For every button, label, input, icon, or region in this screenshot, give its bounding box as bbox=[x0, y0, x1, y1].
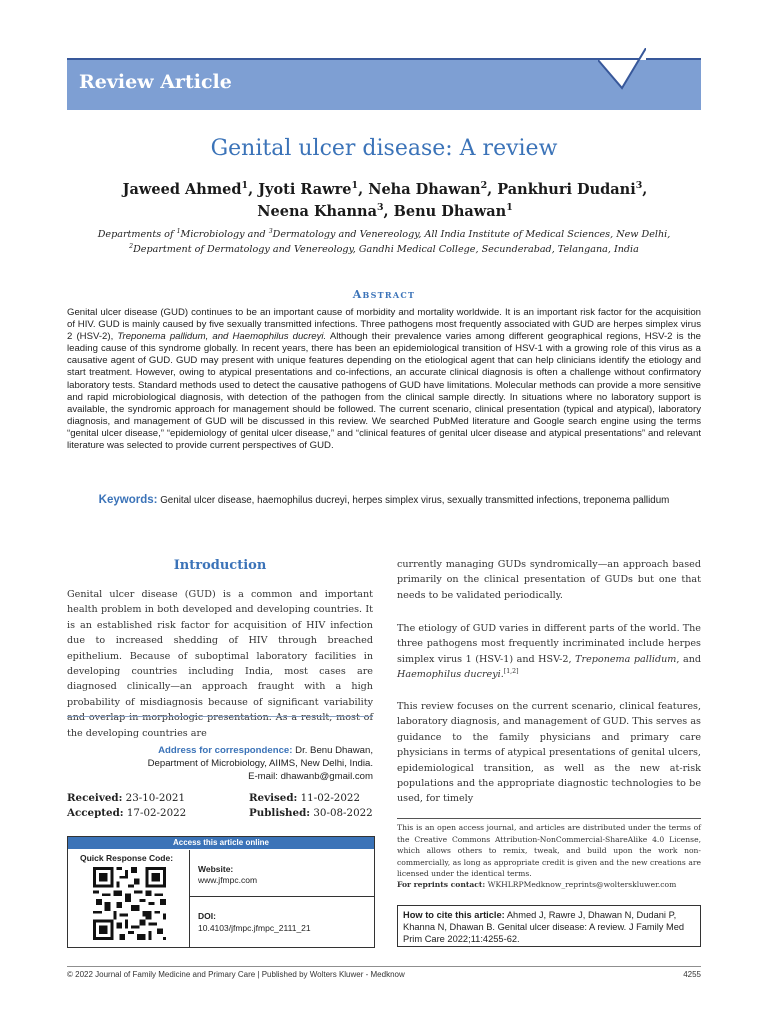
correspondence-email: E-mail: dhawanb@gmail.com bbox=[248, 771, 373, 782]
keywords-text: Genital ulcer disease, haemophilus ducreyi, herpes simplex virus, sexually transmitted infections, treponema pallidum bbox=[157, 495, 670, 506]
body-paragraph: This review focuses on the current scenario, clinical features, laboratory diagnosis, and management of GUD. This serves as guidance to the family physicians and primary care physicians in terms of atypical presentations of genital ulcers, epidemiological transition, as well as the new at-risk populations and the appropriate diagnostic technologies to be used, for timely bbox=[397, 701, 701, 805]
author: Jaweed Ahmed$^1$ bbox=[122, 180, 249, 198]
reference-marker: [1,2] bbox=[503, 668, 519, 676]
website-link[interactable]: www.jfmpc.com bbox=[198, 875, 258, 885]
abstract-text: Genital ulcer disease (GUD) continues to be an important cause of morbidity and mortality worldwide. It is an important risk factor for the acquisition of HIV. GUD is mainly caused by five sexually transmitted infections. Three pathogens most frequently associated with GUD are herpes simplex virus 2 (HSV-2), Treponema pallidum, and Haemophilus ducreyi. Although their prevalence varies among different geographical regions, HSV-2 is the leading cause of this syndrome globally. In recent years, there has been an epidemiological transition of HSV-1 with a growing role of this virus as a causative agent of GUD. GUD may present with unique features depending on the etiological agent that can help clinicians identify the etiology and start treatment. However, owing to atypical presentations and co-infections, an accurate clinical diagnosis is often a challenge without confirmatory laboratory tests. Standard methods used to detect the causative pathogens of GUD have limitations. Molecular methods can provide a more sensitive and rapid microbiological diagnosis, with detection of the pathogen from the clinical sample directly. In situations where no laboratory support is available, the syndromic approach for management should be followed. The current scenario, clinical presentation (typical and atypical), laboratory diagnosis, and management of GUD will be discussed in this review. We searched PubMed literature and Google search engine using the terms “genital ulcer disease,” “epidemiology of genital ulcer disease,” and “clinical features of genital ulcer disease and atypical presentations” and relevant literature was selected to provide current perspectives of GUD. bbox=[67, 307, 702, 452]
introduction-paragraph: Genital ulcer disease (GUD) is a common and important health problem in both developed and developing countries. It is an established risk factor for acquisition of HIV infection due to increased shedding of HIV through breached epithelium. Because of suboptimal laboratory facilities in developing countries including India, most cases are diagnosed clinically—an approach fraught with a high probability of misdiagnosis because of significant variability and overlap in morphologic presentation. As a result, most of the developing countries are bbox=[67, 589, 373, 739]
body-paragraph: currently managing GUDs syndromically—an approach based primarily on the clinical presentation of GUDs but one that needs to be validated periodically. bbox=[397, 559, 701, 601]
correspondence-label: Address for correspondence: bbox=[158, 745, 293, 756]
correspondence-address: Address for correspondence: Dr. Benu Dhawan, Department of Microbiology, AIIMS, New Delhi, India. E-mail: dhawanb@gmail.com bbox=[147, 745, 373, 782]
author: Pankhuri Dudani$^3$ bbox=[497, 180, 643, 198]
reprints-contact: For reprints contact: WKHLRPMedknow_reprints@wolterskluwer.com bbox=[397, 880, 677, 889]
doi-link[interactable]: 10.4103/jfmpc.jfmpc_2111_21 bbox=[198, 923, 311, 933]
author-list: Jaweed Ahmed$^1$, Jyoti Rawre$^1$, Neha Dhawan$^2$, Pankhuri Dudani$^3$, Neena Khanna$^3$, Benu Dhawan$^1$ bbox=[122, 180, 648, 220]
keywords-label: Keywords: bbox=[98, 494, 158, 506]
received-date: Received: 23-10-2021 bbox=[67, 792, 186, 804]
published-date: Published: 30-08-2022 bbox=[249, 807, 373, 819]
qr-cell bbox=[68, 850, 190, 947]
reprints-email[interactable]: WKHLRPMedknow_reprints@wolterskluwer.com bbox=[485, 880, 677, 889]
divider bbox=[397, 818, 701, 819]
introduction-heading: Introduction bbox=[173, 558, 267, 573]
doi-cell bbox=[190, 898, 374, 947]
citation-text: Ahmed J, Rawre J, Dhawan N, Dudani P, Khanna N, Dhawan B. Genital ulcer disease: A review. J Family Med Prim Care 2022;11:4255-62. bbox=[403, 910, 685, 944]
citation-label: How to cite this article: bbox=[403, 910, 505, 920]
citation-box bbox=[397, 905, 701, 947]
revised-date: Revised: 11-02-2022 bbox=[249, 792, 361, 804]
qr-label: Quick Response Code: bbox=[80, 853, 174, 863]
access-online-box bbox=[67, 836, 375, 948]
doi-label: DOI: bbox=[198, 911, 216, 921]
article-type-label: Review Article bbox=[79, 71, 232, 93]
author: Neena Khanna$^3$ bbox=[257, 202, 384, 220]
article-title: Genital ulcer disease: A review bbox=[210, 136, 558, 161]
author: Jyoti Rawre$^1$ bbox=[258, 180, 359, 198]
page-number: 4255 bbox=[683, 970, 701, 979]
access-heading: Access this article online bbox=[68, 837, 374, 849]
open-access-notice: This is an open access journal, and articles are distributed under the terms of the Creative Commons Attribution-NonCommercial-ShareAlike 4.0 License, which allows others to remix, tweak, and build upon the work non-commercially, as long as appropriate credit is given and the new creations are licensed under the identical terms. bbox=[397, 823, 701, 879]
keywords bbox=[67, 493, 701, 508]
banner-notch-icon bbox=[598, 48, 646, 110]
qr-code-icon[interactable] bbox=[93, 867, 166, 940]
affiliations: Departments of $^1$Microbiology and $^3$Dermatology and Venereology, All India Institute of Medical Sciences, New Delhi, $^2$Department of Dermatology and Venereology, Gandhi Medical College, Secunderabad, Telangana, India bbox=[97, 227, 671, 255]
abstract-heading: Abstract bbox=[352, 288, 416, 301]
website-cell bbox=[190, 850, 374, 897]
footer-journal: © 2022 Journal of Family Medicine and Primary Care | Published by Wolters Kluwer - Medknow bbox=[67, 970, 405, 979]
footer-divider bbox=[67, 966, 701, 967]
divider bbox=[67, 716, 373, 717]
author: Benu Dhawan$^1$ bbox=[393, 202, 513, 220]
body-paragraph: The etiology of GUD varies in different parts of the world. The three pathogens most frequently incriminated include herpes simplex virus 1 (HSV-1) and HSV-2, Treponema pallidum, and Haemophilus ducreyi.[1,2] bbox=[397, 623, 702, 681]
accepted-date: Accepted: 17-02-2022 bbox=[67, 807, 187, 819]
author: Neha Dhawan$^2$ bbox=[368, 180, 488, 198]
website-label: Website: bbox=[198, 864, 234, 874]
